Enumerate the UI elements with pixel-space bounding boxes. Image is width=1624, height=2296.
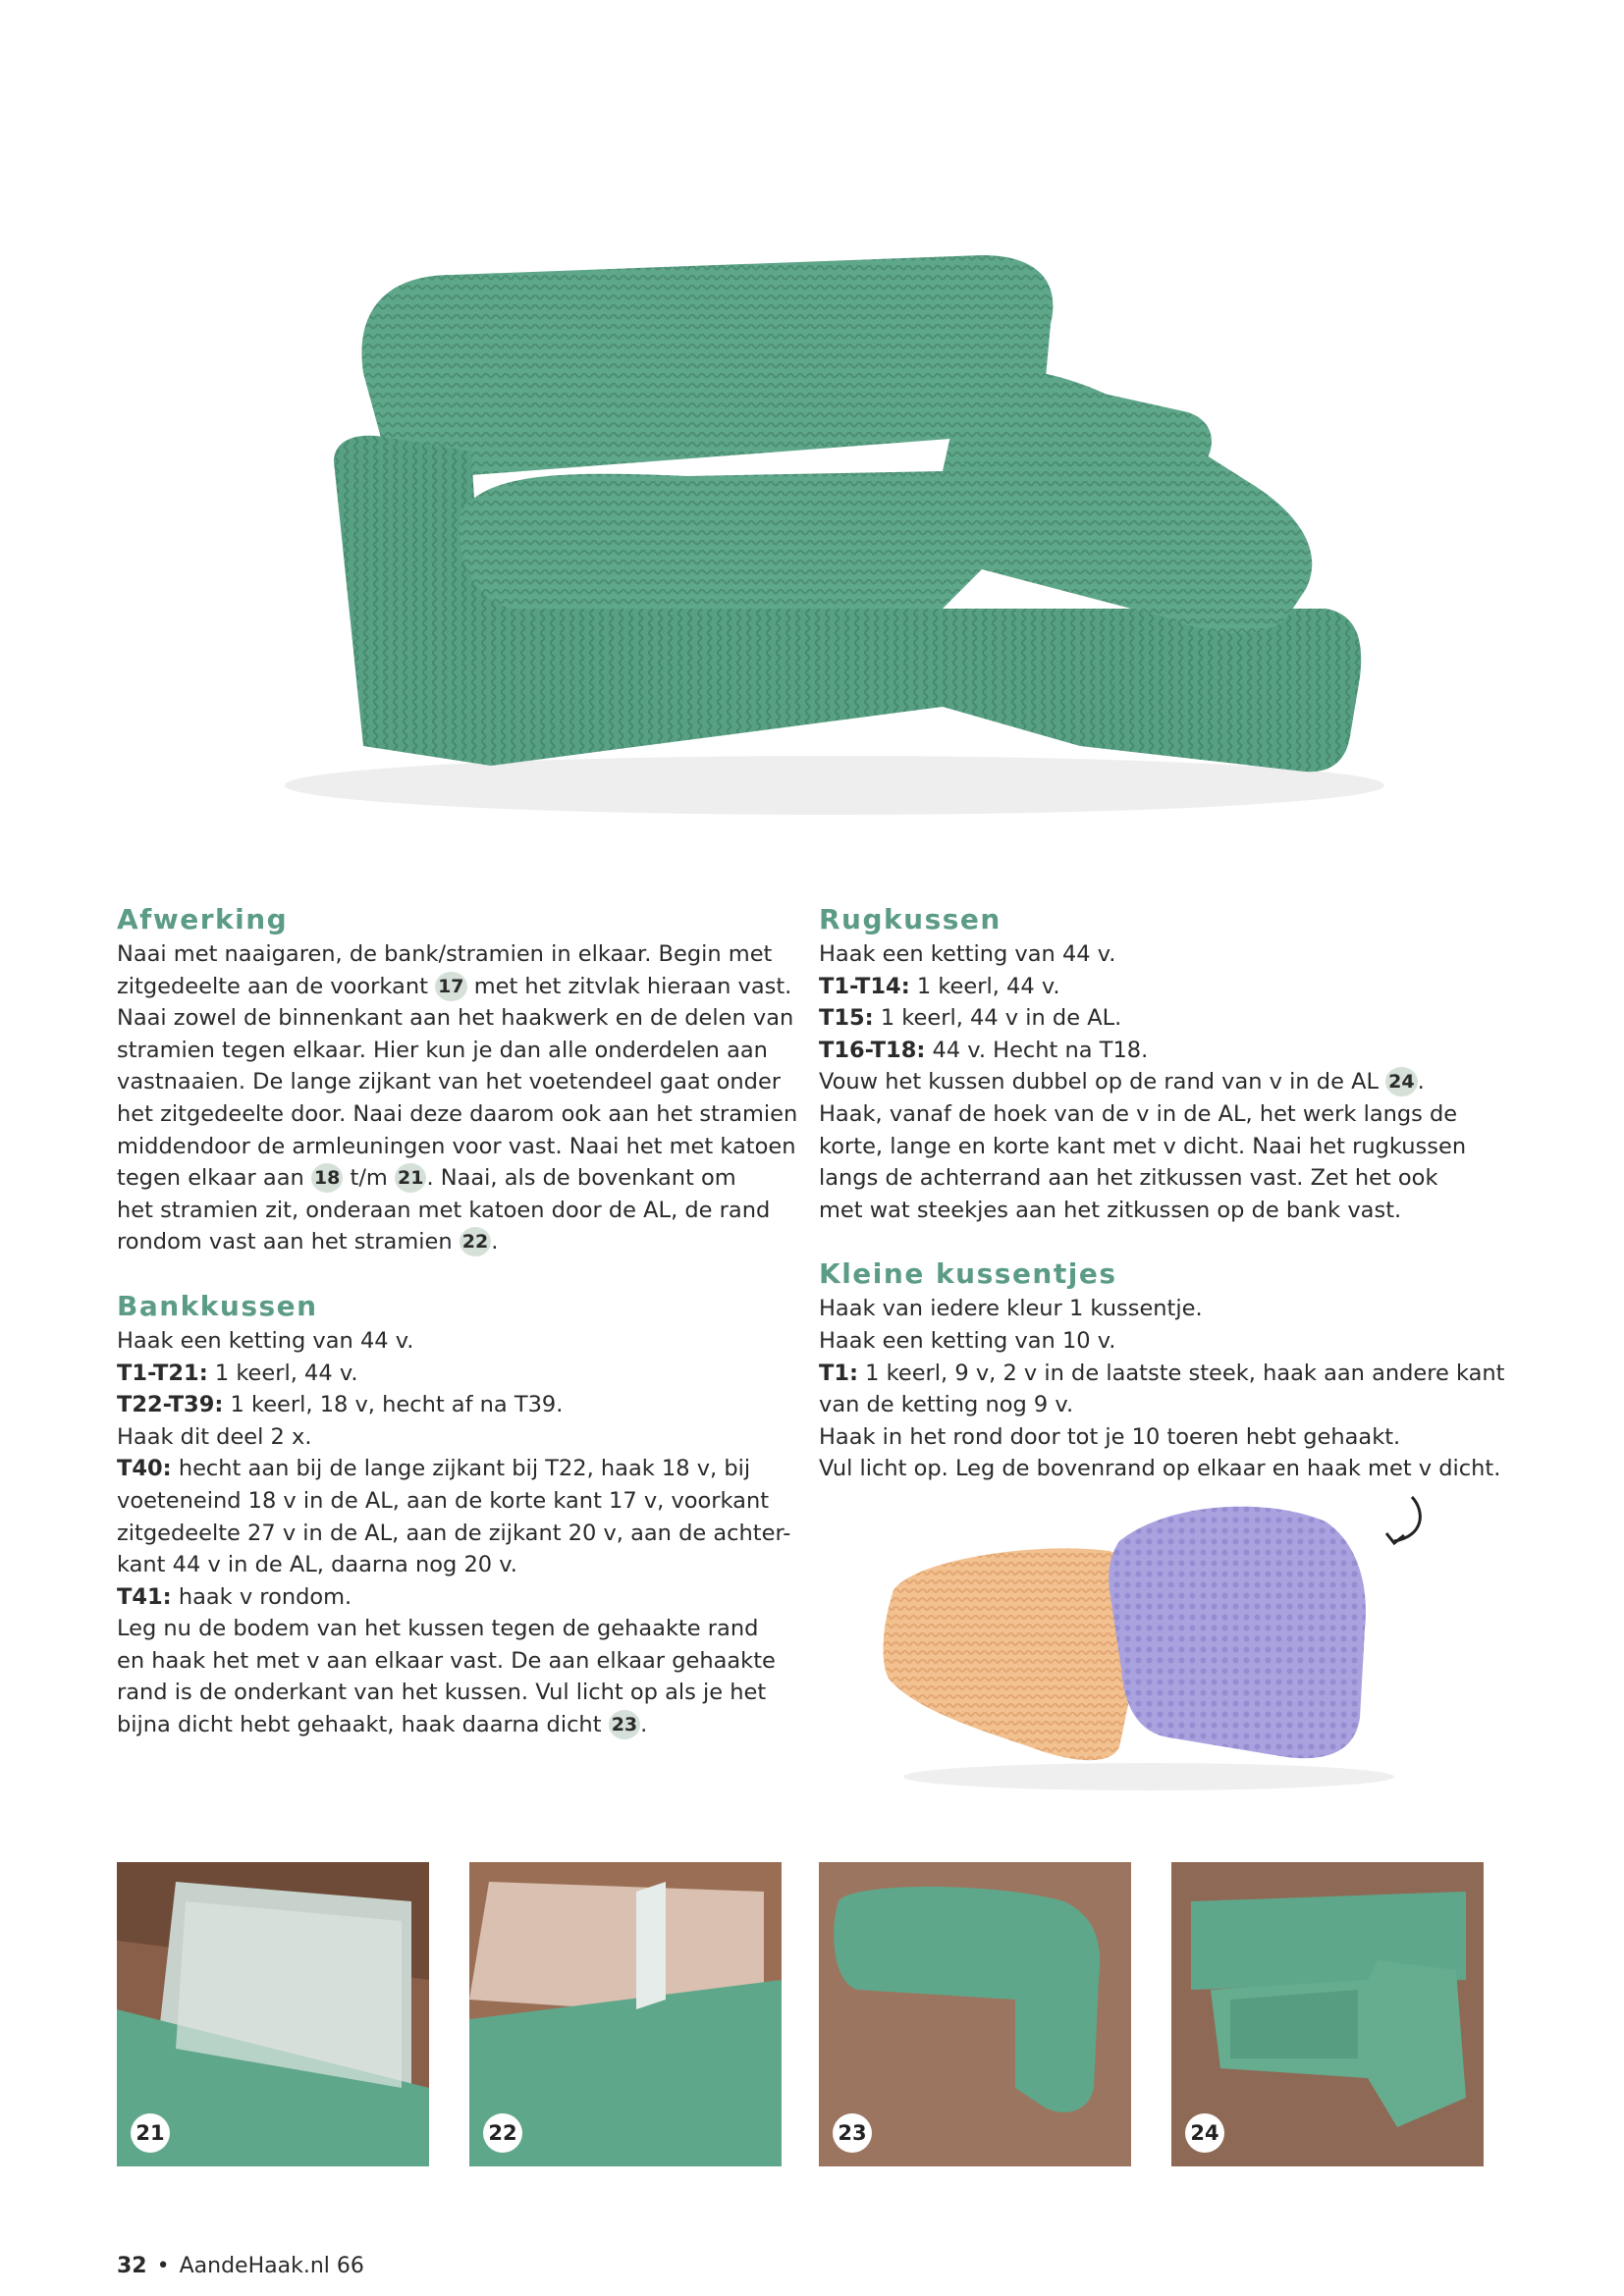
text-span: t/m xyxy=(350,1165,388,1192)
text-span: zitgedeelte aan de voorkant xyxy=(117,973,428,999)
right-column xyxy=(819,901,1506,1485)
page-footer xyxy=(117,2254,364,2278)
rugkussen-line: korte, lange en korte kant met v dicht. Naai het rugkussen xyxy=(819,1133,1467,1159)
step-badge: 18 xyxy=(311,1163,343,1193)
text-span: 1 keerl, 18 v, hecht af na T39. xyxy=(223,1392,564,1418)
row-key: T16-T18: xyxy=(819,1037,926,1063)
kleine-line xyxy=(819,1358,1506,1390)
afwerking-line: Naai zowel de binnenkant aan het haakwerk en de delen van xyxy=(117,1005,794,1032)
bankkussen-heading: Bankkussen xyxy=(117,1289,318,1322)
afwerking-line: stramien tegen elkaar. Hier kun je dan alle onderdelen aan xyxy=(117,1037,768,1063)
text-span: 1 keerl, 9 v, 2 v in de laatste steek, haak aan andere kant xyxy=(858,1360,1505,1386)
text-span: rondom vast aan het stramien xyxy=(117,1229,453,1255)
step-photo-24 xyxy=(1171,1862,1484,2166)
rugkussen-line: Haak een ketting van 44 v. xyxy=(819,941,1116,967)
text-span: haak v rondom. xyxy=(171,1583,352,1610)
rugkussen-line: met wat steekjes aan het zitkussen op de bank vast. xyxy=(819,1197,1402,1223)
afwerking-line: het stramien zit, onderaan met katoen door de AL, de rand xyxy=(117,1197,771,1223)
page-number: 32 xyxy=(117,2254,147,2278)
bankkussen-line: kant 44 v in de AL, daarna nog 20 v. xyxy=(117,1552,517,1578)
text-span: hecht aan bij de lange zijkant bij T22, haak 18 v, bij xyxy=(171,1456,751,1482)
kleine-kussentjes-heading: Kleine kussentjes xyxy=(819,1257,1117,1291)
arrow-icon xyxy=(1394,1497,1420,1541)
text-span: . xyxy=(1417,1069,1425,1095)
pillows-photo xyxy=(874,1482,1424,1796)
rugkussen-heading: Rugkussen xyxy=(819,903,1001,935)
left-column xyxy=(117,901,798,1741)
afwerking-line: middendoor de armleuningen voor vast. Naai het met katoen xyxy=(117,1133,796,1159)
bankkussen-line: en haak het met v aan elkaar vast. De aan elkaar gehaakte xyxy=(117,1647,776,1674)
bankkussen-line: zitgedeelte 27 v in de AL, aan de zijkant 20 v, aan de achter- xyxy=(117,1520,791,1546)
row-key: T40: xyxy=(117,1456,172,1482)
step-number: 22 xyxy=(483,2113,522,2153)
bankkussen-line: rand is de onderkant van het kussen. Vul licht op als je het xyxy=(117,1680,767,1706)
row-key: T22-T39: xyxy=(117,1392,224,1418)
afwerking-line xyxy=(117,1162,794,1195)
step-badge: 17 xyxy=(435,972,466,1001)
kleine-line: Haak in het rond door tot je 10 toeren hebt gehaakt. xyxy=(819,1423,1401,1450)
rugkussen-line: Haak, vanaf de hoek van de v in de AL, het werk langs de xyxy=(819,1100,1458,1127)
step-badge: 21 xyxy=(395,1163,426,1193)
afwerking-line: vastnaaien. De lange zijkant van het voetendeel gaat onder xyxy=(117,1069,782,1095)
text-span: . xyxy=(491,1229,499,1255)
rugkussen-line xyxy=(819,1066,1506,1098)
row-key: T41: xyxy=(117,1583,172,1610)
row-key: T1-T21: xyxy=(117,1360,208,1386)
bankkussen-line: voeteneind 18 v in de AL, aan de korte kant 17 v, voorkant xyxy=(117,1487,770,1514)
kleine-line: Haak van iedere kleur 1 kussentje. xyxy=(819,1296,1203,1322)
bankkussen-line xyxy=(117,1453,794,1485)
step-badge: 24 xyxy=(1385,1067,1417,1096)
text-span: . xyxy=(640,1712,648,1738)
kleine-line: Vul licht op. Leg de bovenrand op elkaar en haak met v dicht. xyxy=(819,1456,1501,1482)
rugkussen-line xyxy=(819,1002,1506,1035)
bankkussen-line xyxy=(117,1709,794,1741)
text-span: 44 v. Hecht na T18. xyxy=(925,1037,1149,1063)
text-span: Vouw het kussen dubbel op de rand van v in de AL xyxy=(819,1069,1380,1095)
magazine-name: AandeHaak.nl 66 xyxy=(179,2254,364,2278)
step-photo-22 xyxy=(469,1862,782,2166)
step-photo-23 xyxy=(819,1862,1131,2166)
text-span: 1 keerl, 44 v. xyxy=(909,973,1060,999)
step-number: 21 xyxy=(131,2113,170,2153)
text-span: . Naai, als de bovenkant om xyxy=(426,1165,736,1192)
step-photo-21 xyxy=(117,1862,429,2166)
step-badge: 23 xyxy=(609,1710,640,1739)
step-badge: 22 xyxy=(460,1227,491,1256)
bullet-separator: • xyxy=(156,2254,170,2278)
bankkussen-line xyxy=(117,1389,794,1421)
kleine-line: Haak een ketting van 10 v. xyxy=(819,1327,1116,1354)
text-span: met het zitvlak hieraan vast. xyxy=(473,973,792,999)
row-key: T1-T14: xyxy=(819,973,910,999)
row-key: T15: xyxy=(819,1005,874,1032)
bankkussen-line: Leg nu de bodem van het kussen tegen de gehaakte rand xyxy=(117,1616,759,1642)
afwerking-line: Naai met naaigaren, de bank/stramien in elkaar. Begin met xyxy=(117,941,773,967)
bankkussen-line xyxy=(117,1358,794,1390)
bankkussen-line: Haak een ketting van 44 v. xyxy=(117,1327,414,1354)
rugkussen-line xyxy=(819,1035,1506,1067)
afwerking-line xyxy=(117,971,794,1003)
row-key: T1: xyxy=(819,1360,859,1386)
text-span: bijna dicht hebt gehaakt, haak daarna dicht xyxy=(117,1712,602,1738)
step-number: 23 xyxy=(833,2113,872,2153)
bankkussen-line xyxy=(117,1581,794,1614)
kleine-line: van de ketting nog 9 v. xyxy=(819,1392,1074,1418)
text-span: 1 keerl, 44 v in de AL. xyxy=(873,1005,1122,1032)
text-span: 1 keerl, 44 v. xyxy=(207,1360,358,1386)
sofa-hero-photo xyxy=(196,59,1424,864)
afwerking-heading: Afwerking xyxy=(117,903,289,935)
rugkussen-line xyxy=(819,971,1506,1003)
step-number: 24 xyxy=(1185,2113,1224,2153)
afwerking-line xyxy=(117,1226,794,1258)
afwerking-line: het zitgedeelte door. Naai deze daarom ook aan het stramien xyxy=(117,1100,798,1127)
text-span: tegen elkaar aan xyxy=(117,1165,304,1192)
bankkussen-line: Haak dit deel 2 x. xyxy=(117,1423,312,1450)
rugkussen-line: langs de achterrand aan het zitkussen vast. Zet het ook xyxy=(819,1165,1438,1192)
